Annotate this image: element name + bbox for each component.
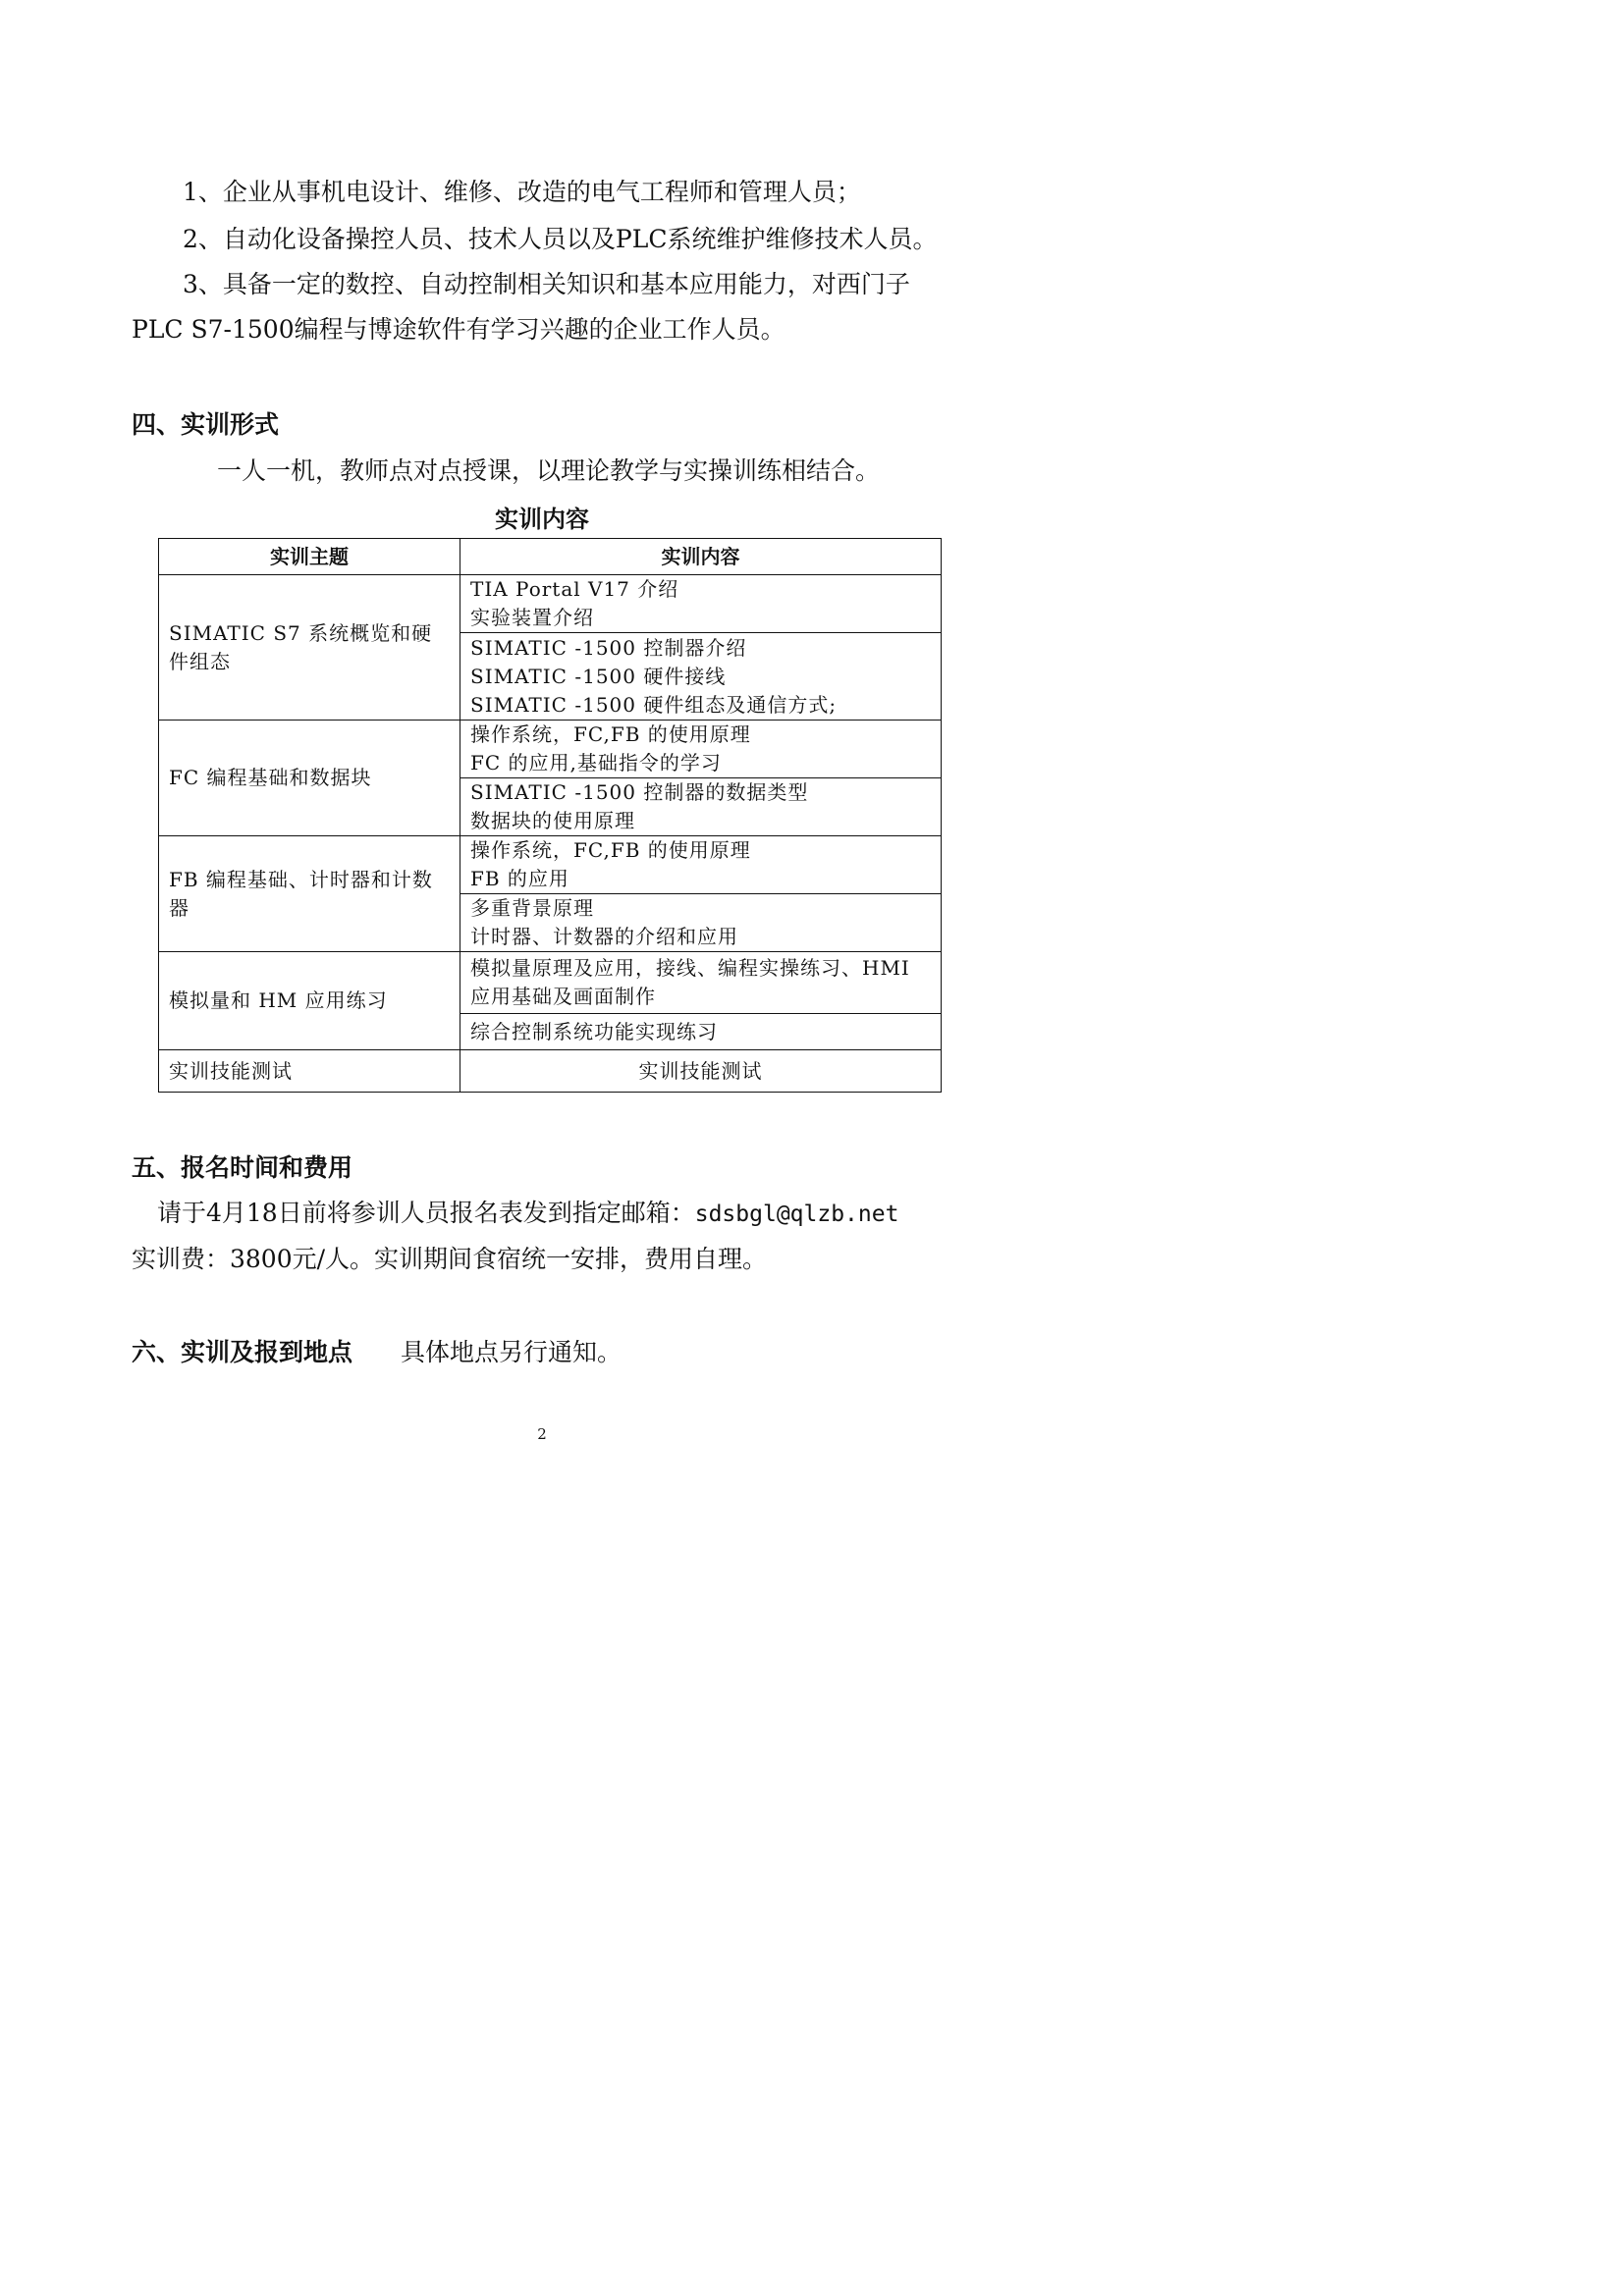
- content-line: 数据块的使用原理: [470, 809, 635, 832]
- content-cell: [460, 894, 942, 952]
- audience-item-1: 1、企业从事机电设计、维修、改造的电气工程师和管理人员；: [183, 178, 861, 206]
- content-cell: [460, 952, 942, 1014]
- content-cell: [460, 778, 942, 836]
- content-line: 操作系统，FC,FB 的使用原理: [470, 722, 751, 746]
- audience-item-3-line-2: PLC S7-1500编程与博途软件有学习兴趣的企业工作人员。: [132, 315, 785, 344]
- content-line: 模拟量原理及应用，接线、编程实操练习、HMI 应用基础及画面制作: [470, 956, 910, 1008]
- training-content-table: [158, 538, 942, 1093]
- content-cell: 实训技能测试: [460, 1050, 942, 1093]
- section-5-heading: 五、报名时间和费用: [132, 1153, 353, 1182]
- content-line: 多重背景原理: [470, 896, 594, 920]
- table-title: 实训内容: [495, 506, 589, 533]
- content-cell: [460, 836, 942, 894]
- header-content: 实训内容: [460, 539, 942, 575]
- content-line: SIMATIC -1500 控制器介绍: [470, 635, 747, 660]
- section-5-line-1: [157, 1198, 898, 1230]
- content-line: FB 的应用: [470, 867, 569, 890]
- table-row: [159, 721, 942, 778]
- page-number: 2: [537, 1425, 547, 1443]
- content-cell: [460, 1014, 942, 1050]
- audience-item-3-line-1: 3、具备一定的数控、自动控制相关知识和基本应用能力，对西门子: [183, 270, 910, 298]
- section-4-heading: 四、实训形式: [132, 410, 280, 439]
- content-line: 综合控制系统功能实现练习: [470, 1019, 718, 1043]
- table-row: [159, 952, 942, 1014]
- header-topic: 实训主题: [159, 539, 460, 575]
- section-6-text: 具体地点另行通知。: [401, 1338, 623, 1366]
- table-header-row: [159, 539, 942, 575]
- content-line: 操作系统，FC,FB 的使用原理: [470, 838, 751, 862]
- content-line: TIA Portal V17 介绍: [470, 577, 679, 601]
- topic-cell: 实训技能测试: [159, 1050, 460, 1093]
- content-cell: [460, 721, 942, 778]
- registration-instruction: 请于4月18日前将参训人员报名表发到指定邮箱：: [157, 1199, 695, 1227]
- content-line: FC 的应用,基础指令的学习: [470, 751, 722, 774]
- content-line: 实验装置介绍: [470, 606, 594, 629]
- content-line: SIMATIC -1500 硬件组态及通信方式;: [470, 692, 838, 717]
- table-row: [159, 836, 942, 894]
- section-5-line-2: 实训费：3800元/人。实训期间食宿统一安排，费用自理。: [132, 1245, 768, 1273]
- registration-email: sdsbgl@qlzb.net: [694, 1201, 899, 1227]
- content-cell: [460, 633, 942, 721]
- content-line: SIMATIC -1500 控制器的数据类型: [470, 780, 809, 804]
- content-line: 计时器、计数器的介绍和应用: [470, 925, 738, 948]
- topic-cell: 模拟量和 HM 应用练习: [159, 952, 460, 1050]
- topic-cell: SIMATIC S7 系统概览和硬件组态: [159, 575, 460, 721]
- section-4-text: 一人一机，教师点对点授课，以理论教学与实操训练相结合。: [217, 456, 881, 485]
- topic-cell: FB 编程基础、计时器和计数器: [159, 836, 460, 952]
- table-row: [159, 1050, 942, 1093]
- table-row: [159, 575, 942, 633]
- section-6-heading: 六、实训及报到地点: [132, 1338, 353, 1366]
- content-line: SIMATIC -1500 硬件接线: [470, 664, 727, 688]
- content-cell: [460, 575, 942, 633]
- audience-item-2: 2、自动化设备操控人员、技术人员以及PLC系统维护维修技术人员。: [183, 225, 938, 253]
- topic-cell: FC 编程基础和数据块: [159, 721, 460, 836]
